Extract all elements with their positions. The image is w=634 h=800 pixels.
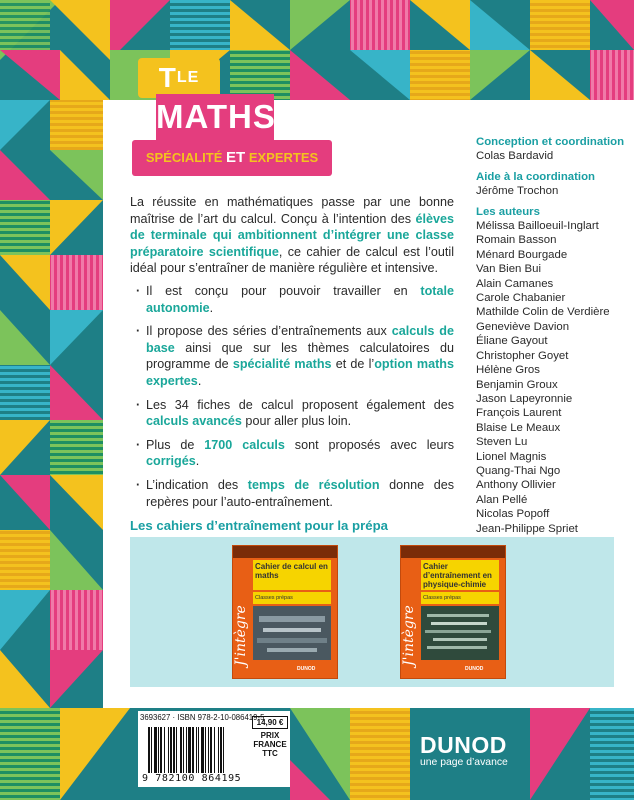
level-suffix: LE [176,69,200,86]
author-name: Lionel Magnis [476,450,547,463]
barcode-bar [198,727,199,773]
barcode-bar [208,727,209,773]
barcode-bar [164,727,165,773]
spec-label-2: EXPERTES [248,150,319,165]
barcode-bar [168,727,169,773]
author-name: Mélissa Bailloeuil-Inglart [476,220,599,233]
conception-name: Colas Bardavid [476,150,554,163]
book-publisher: DUNOD [297,666,316,672]
spec-et: ET [226,149,246,166]
book-cover-maths [232,545,338,679]
subject-badge: MATHS [156,94,274,140]
barcode-bar [176,727,177,773]
book-publisher: DUNOD [465,666,484,672]
book-photo [421,606,499,660]
speciality-banner [132,140,332,176]
feature-item: · L’indication des temps de résolution donne des repères pour l’auto-entraînement. [146,477,454,510]
author-name: Alan Pellé [476,493,528,506]
author-name: Nicolas Popoff [476,508,550,521]
barcode-bar [183,727,184,773]
collection-strip [130,537,614,687]
author-name: Carole Chabanier [476,292,566,305]
author-name: Alain Camanes [476,277,554,290]
aide-title: Aide à la coordination [476,170,595,183]
author-name: Hélène Gros [476,364,540,377]
barcode-bar [223,727,224,773]
aide-group [476,170,632,199]
book-title: Cahier de calcul en maths [253,560,331,590]
barcode-bar [201,727,204,773]
description [130,194,454,517]
barcode [148,727,244,773]
author-name: François Laurent [476,407,562,420]
author-name: Jason Lapeyronnie [476,392,573,405]
author-name: Anthony Ollivier [476,479,556,492]
author-name: Christopher Goyet [476,349,569,362]
barcode-bar [196,727,197,773]
barcode-bar [214,727,215,773]
barcode-bar [148,727,150,773]
authors-title: Les auteurs [476,205,540,218]
conception-group [476,135,632,164]
barcode-bar [205,727,206,773]
barcode-bar [170,727,172,773]
publisher-logo [420,734,524,768]
barcode-bar [180,727,182,773]
barcode-bar [186,727,187,773]
barcode-bar [154,727,157,773]
book-script: J'intègre [233,605,249,666]
book-subtitle: Classes prépas [421,592,499,604]
book-cover-physique [400,545,506,679]
isbn-label: 3693627 · ISBN 978-2-10-086419-5 [140,713,265,722]
price-label-2: FRANCE [253,740,287,749]
book-subtitle: Classes prépas [253,592,331,604]
feature-item: · Il propose des séries d’entraînements aux calculs de base ainsi que sur les thèmes calculatoires du programme de spécialité maths et de l’option maths expertes. [146,323,454,389]
author-name: Geneviève Davion [476,320,570,333]
author-name: Blaise Le Meaux [476,421,561,434]
collection-title: Les cahiers d’entraînement pour la prépa [130,518,388,533]
book-photo [253,606,331,660]
barcode-bar [160,727,162,773]
author-name: Mathilde Colin de Verdière [476,306,610,319]
price-label-1: PRIX [260,731,280,740]
barcode-bar [188,727,191,773]
book-script: J'intègre [401,605,417,666]
price-block [252,716,288,758]
barcode-bar [158,727,159,773]
barcode-bar [220,727,222,773]
authors-list [476,219,632,536]
book-title: Cahier d’entraînement en physique-chimie [421,560,499,590]
author-name: Benjamin Groux [476,378,558,391]
feature-item: · Les 34 fiches de calcul proposent également des calculs avancés pour aller plus loin. [146,397,454,430]
author-name: Éliane Gayout [476,335,548,348]
intro-paragraph: La réussite en mathématiques passe par une bonne maîtrise de l’art du calcul. Conçu à l’intention des élèves de terminale qui ambitionnent d’intégrer une classe préparatoire scientifique, ce cahier de calcul est l’outil idéal pour s’entraîner de manière régulière et intensive. [130,195,454,276]
barcode-bar [192,727,194,773]
feature-item: · Il est conçu pour pouvoir travailler en totale autonomie. [146,283,454,316]
aide-name: Jérôme Trochon [476,185,559,198]
author-name: Jean-Philippe Spriet [476,522,578,535]
author-name: Steven Lu [476,436,528,449]
author-name: Ménard Bourgade [476,248,568,261]
spec-label-1: SPÉCIALITÉ [145,150,223,165]
barcode-bar [210,727,212,773]
author-name: Quang-Thai Ngo [476,464,561,477]
price-label-3: TTC [262,749,278,758]
barcode-bar [151,727,152,773]
price: 14,90 € [252,716,288,729]
tle-badge [138,58,220,98]
publisher-name: DUNOD [420,732,507,758]
barcode-number: 9 782100 864195 [142,773,242,784]
author-name: Romain Basson [476,234,557,247]
author-name: Van Bien Bui [476,263,542,276]
barcode-bar [173,727,175,773]
barcode-bar [218,727,219,773]
level-text: T [158,62,177,93]
publisher-tagline: une page d’avance [420,757,508,768]
conception-title: Conception et coordination [476,136,625,148]
authors-group [476,205,632,536]
feature-list [130,283,454,510]
feature-item: · Plus de 1700 calculs sont proposés avec leurs corrigés. [146,437,454,470]
credits [476,135,632,542]
